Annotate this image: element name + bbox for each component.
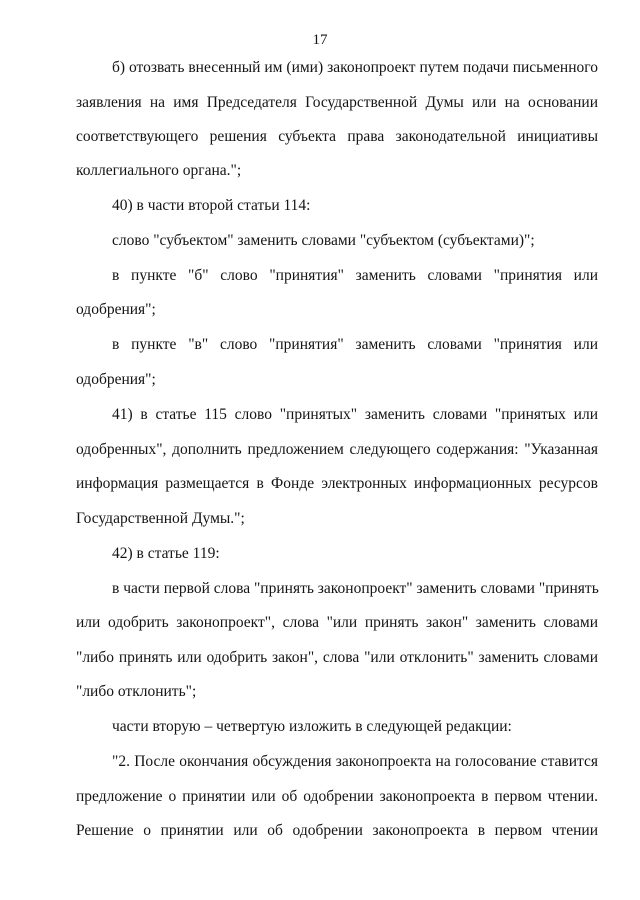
text-line: предложение о принятии или об одобрении законопроекта в первом чтении. <box>76 788 598 805</box>
text-line: или одобрить законопроект", слова "или принять закон" заменить словами <box>76 614 598 631</box>
text-line: 41) в статье 115 слово "принятых" заменить словами "принятых или <box>112 406 598 423</box>
page-number: 17 <box>312 32 328 48</box>
text-line: б) отозвать внесенный им (ими) законопроект путем подачи письменного <box>112 59 598 76</box>
text-line: в части первой слова "принять законопроект" заменить словами "принять <box>112 580 599 597</box>
text-line: заявления на имя Председателя Государственной Думы или на основании <box>76 94 598 111</box>
text-line: 40) в части второй статьи 114: <box>112 197 311 214</box>
text-line: Государственной Думы."; <box>76 510 245 527</box>
text-line: Решение о принятии или об одобрении законопроекта в первом чтении <box>76 822 598 839</box>
text-line: одобрения"; <box>76 371 156 388</box>
text-line: одобрения"; <box>76 301 156 318</box>
text-line: "либо принять или одобрить закон", слова "или отклонить" заменить словами <box>76 649 598 666</box>
text-line: соответствующего решения субъекта права законодательной инициативы <box>76 128 598 145</box>
text-line: 42) в статье 119: <box>112 545 220 562</box>
text-line: "2. После окончания обсуждения законопроекта на голосование ставится <box>112 753 598 770</box>
text-line: в пункте "в" слово "принятия" заменить словами "принятия или <box>112 336 598 353</box>
text-line: в пункте "б" слово "принятия" заменить словами "принятия или <box>112 267 598 284</box>
text-line: коллегиального органа."; <box>76 162 242 179</box>
text-line: слово "субъектом" заменить словами "субъектом (субъектами)"; <box>112 232 535 249</box>
text-line: части вторую – четвертую изложить в следующей редакции: <box>112 718 512 735</box>
text-line: одобренных", дополнить предложением следующего содержания: "Указанная <box>76 441 598 458</box>
text-line: информация размещается в Фонде электронных информационных ресурсов <box>76 475 598 492</box>
text-line: "либо отклонить"; <box>76 683 197 700</box>
